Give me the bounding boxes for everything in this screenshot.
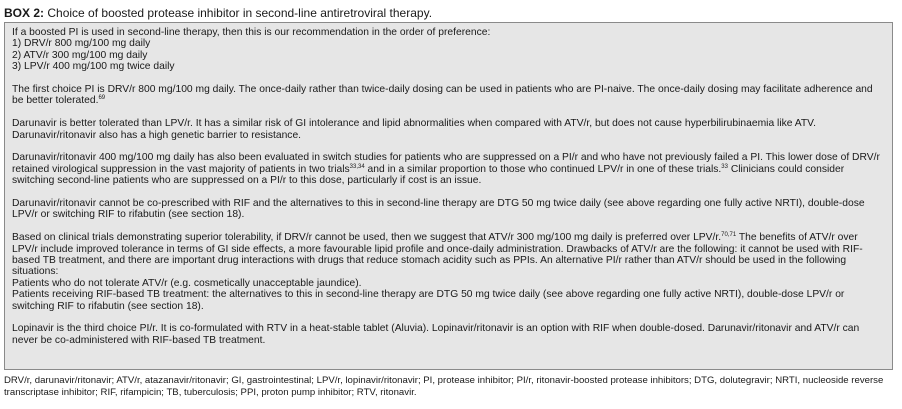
paragraph-switch-studies (12, 152, 885, 186)
paragraph-lopinavir: Lopinavir is the third choice PI/r. It is co-formulated with RTV in a heat-stable tablet (Aluvia). Lopinavir/ritonavir is an option with RIF when double-dosed. Darunavir/ritonavir and ATV/r can never be co-administered with RIF-based TB treatment. (12, 323, 860, 346)
box-caption: Choice of boosted protease inhibitor in second-line antiretroviral therapy. (47, 6, 433, 20)
paragraph-atv-preference (12, 232, 885, 278)
switch-text-c: Clinicians could consider switching second-line patients who are suppressed on a PI/r to this dose, particularly if cost is an issue. (12, 163, 845, 187)
situation-item-1: Patients who do not tolerate ATV/r (e.g. cosmetically unacceptable jaundice). (12, 277, 362, 289)
switch-text-a: Darunavir/ritonavir 400 mg/100 mg daily has also been evaluated in switch studies for patients who are suppressed on a PI/r and who have not previously failed a PI. This lower dose of DRV/r retained virological suppression in the vast majority of patients in two trials (12, 152, 880, 175)
switch-text-b: and in a similar proportion to those who continued LPV/r in one of these trials. (364, 163, 722, 175)
box-label: BOX 2: (4, 6, 45, 20)
atv-text-a: Based on clinical trials demonstrating superior tolerability, if DRV/r cannot be used, then we suggest that ATV/r 300 mg/100 mg daily is preferred over LPV/r. (12, 232, 722, 244)
intro-text: If a boosted PI is used in second-line therapy, then this is our recommendation in the order of preference: (12, 27, 491, 38)
reference-33: 33 (721, 163, 728, 170)
option-2: 2) ATV/r 300 mg/100 mg daily (12, 49, 148, 61)
situation-item-2: Patients receiving RIF-based TB treatment: the alternatives to this in second-line therapy are DTG 50 mg twice daily (see above regarding one fully active NRTI), double-dose LPV/r or switching RIF to rifabutin (see section 18). (12, 289, 845, 312)
box-title (4, 6, 432, 20)
paragraph-first-choice (12, 84, 885, 107)
recommendation-box (4, 22, 893, 370)
paragraph-darunavir-tolerability: Darunavir is better tolerated than LPV/r. It has a similar risk of GI intolerance and lipid abnormalities when compared with ATV/r, but does not cause hyperbilirubinaemia like ATV. Darunavir/ritonavir also has a high genetic barrier to resistance. (12, 118, 816, 141)
reference-33-34: 33,34 (349, 163, 365, 170)
reference-69: 69 (98, 95, 106, 102)
abbreviations-footnote: DRV/r, darunavir/ritonavir; ATV/r, atazanavir/ritonavir; GI, gastrointestinal; LPV/r, lopinavir/ritonavir; PI, protease inhibitor; PI/r, ritonavir-boosted protease inhibitors; DTG, dolutegravir; NRTI, nucleoside reverse transcriptase inhibitor; RIF, rifampicin; TB, tuberculosis; PPI, proton pump inhibitor; RTV, ritonavir. (4, 375, 884, 398)
paragraph-first-choice-text: The first choice PI is DRV/r 800 mg/100 mg daily. The once-daily rather than twice-daily dosing can be used in patients who are PI-naive. The once-daily dosing may facilitate adherence and be better tolerated. (12, 84, 873, 107)
reference-70-71: 70,71 (721, 232, 737, 239)
atv-text-b: The benefits of ATV/r over LPV/r include improved tolerance in terms of GI side effects, a more favourable lipid profile and once-daily administration. Drawbacks of ATV/r are the following: it cannot be used with RIF-based TB treatment, and there are important drug interactions with drugs that reduce stomach acidity such as PPIs. An alternative PI/r rather than ATV/r should be used in the following situations: (12, 232, 863, 278)
paragraph-rif-coprescription: Darunavir/ritonavir cannot be co-prescribed with RIF and the alternatives to this in second-line therapy are DTG 50 mg twice daily (see above regarding one fully active NRTI), double-dose LPV/r or switching RIF to rifabutin (see section 18). (12, 198, 865, 221)
option-1: 1) DRV/r 800 mg/100 mg daily (12, 38, 151, 50)
option-3: 3) LPV/r 400 mg/100 mg twice daily (12, 61, 175, 73)
